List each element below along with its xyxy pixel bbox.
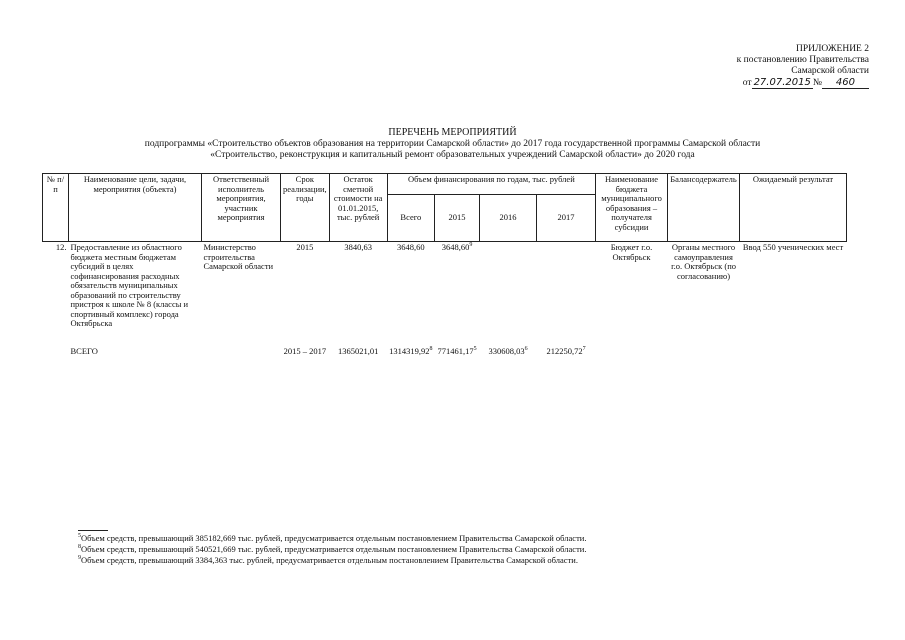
footnotes — [78, 533, 586, 566]
document-subtitle-1: подпрограммы «Строительство объектов образования на территории Самарской области» до 2017 года государственной программы Самарской области — [144, 139, 761, 149]
from-label: от — [742, 78, 752, 88]
total-2016-footnote: 6 — [524, 345, 528, 352]
row-2016 — [480, 242, 537, 330]
total-total-footnote: 8 — [429, 345, 433, 352]
header-budget: Наименование бюджета муниципального образования – получателя субсидии — [596, 174, 668, 242]
footnote-8 — [78, 544, 586, 555]
handwritten-number: 460 — [822, 77, 869, 89]
row-num: 12. — [55, 242, 67, 252]
header-total: Всего — [387, 195, 434, 242]
total-term: 2015 – 2017 — [283, 345, 327, 356]
total-total-value: 1314319,92 — [389, 345, 430, 356]
header-responsible: Ответственный исполнитель мероприятия, участник мероприятия — [202, 174, 281, 242]
handwritten-date: 27.07.2015 — [753, 77, 811, 88]
row-result: Ввод 550 ученических мест — [742, 242, 844, 252]
total-total — [387, 346, 434, 358]
header-result: Ожидаемый результат — [740, 174, 847, 242]
total-2016-value: 330608,03 — [488, 345, 525, 356]
header-balance: Остаток сметной стоимости на 01.01.2015, тыс. рублей — [329, 174, 387, 242]
row-responsible: Министерство строительства Самарской области — [203, 242, 274, 271]
appendix-line-3: Самарской области — [791, 66, 869, 76]
row-budget: Бюджет г.о. Октябрьск — [610, 242, 653, 262]
table-row-spacer — [43, 330, 847, 346]
total-balance: 1365021,01 — [337, 345, 379, 356]
total-2017 — [537, 346, 596, 358]
footnote-9 — [78, 555, 586, 566]
total-label: ВСЕГО — [70, 345, 98, 356]
header-holder: Балансодержатель — [668, 174, 740, 242]
document-title: ПЕРЕЧЕНЬ МЕРОПРИЯТИЙ — [388, 127, 517, 138]
row-holder: Органы местного самоуправления г.о. Октябрьск (по согласованию) — [671, 242, 736, 281]
total-2015-footnote: 5 — [473, 345, 477, 352]
table-total-row — [43, 346, 847, 358]
header-2017: 2017 — [537, 195, 596, 242]
row-2015 — [435, 242, 480, 330]
header-name: Наименование цели, задачи, мероприятия (объекта) — [69, 174, 202, 242]
row-balance: 3840,63 — [344, 242, 372, 252]
total-2016 — [480, 346, 537, 358]
appendix-line-2: к постановлению Правительства — [736, 55, 869, 65]
footnote-mark: 5 — [78, 533, 81, 540]
document-heading — [0, 127, 905, 161]
appendix-date-line — [737, 77, 869, 89]
number-label: № — [812, 78, 822, 88]
footnote-text: Объем средств, превышающий 540521,669 тыс. рублей, предусматривается отдельным постановлением Правительства Самарской области. — [81, 544, 587, 554]
table-row — [43, 242, 847, 330]
total-2017-footnote: 7 — [582, 345, 586, 352]
footnote-text: Объем средств, превышающий 3384,363 тыс. рублей, предусматривается отдельным постановлением Правительства Самарской области. — [81, 555, 578, 565]
row-2015-value: 3648,60 — [441, 242, 470, 252]
row-term: 2015 — [296, 242, 314, 252]
document-subtitle-2: «Строительство, реконструкция и капитальный ремонт образовательных учреждений Самарской области» до 2020 года — [210, 150, 695, 160]
header-num: № п/п — [43, 174, 69, 242]
footnote-mark: 8 — [78, 544, 81, 551]
header-term: Срок реализации, годы — [281, 174, 330, 242]
row-total: 3648,60 — [397, 242, 425, 252]
header-2015: 2015 — [435, 195, 480, 242]
measures-table — [42, 173, 847, 357]
footnote-mark: 9 — [78, 555, 81, 562]
row-2015-footnote: 9 — [469, 242, 473, 249]
total-2015-value: 771461,17 — [437, 345, 474, 356]
row-2017 — [537, 242, 596, 330]
footnote-5 — [78, 533, 586, 544]
header-2016: 2016 — [480, 195, 537, 242]
appendix-title: ПРИЛОЖЕНИЕ 2 — [795, 44, 869, 54]
total-2017-value: 212250,72 — [546, 345, 583, 356]
header-funding: Объем финансирования по годам, тыс. рублей — [387, 174, 595, 195]
row-name: Предоставление из областного бюджета местным бюджетам субсидий в целях софинансирования расходных обязательств муниципальных образований по строительству пристроя к школе № 8 (классы и спортивный комплекс) города Октябрьска — [70, 242, 189, 328]
footnote-text: Объем средств, превышающий 385182,669 тыс. рублей, предусматривается отдельным постановлением Правительства Самарской области. — [81, 533, 587, 543]
footnote-divider — [78, 530, 108, 531]
total-2015 — [435, 346, 480, 358]
appendix-block — [737, 44, 869, 89]
